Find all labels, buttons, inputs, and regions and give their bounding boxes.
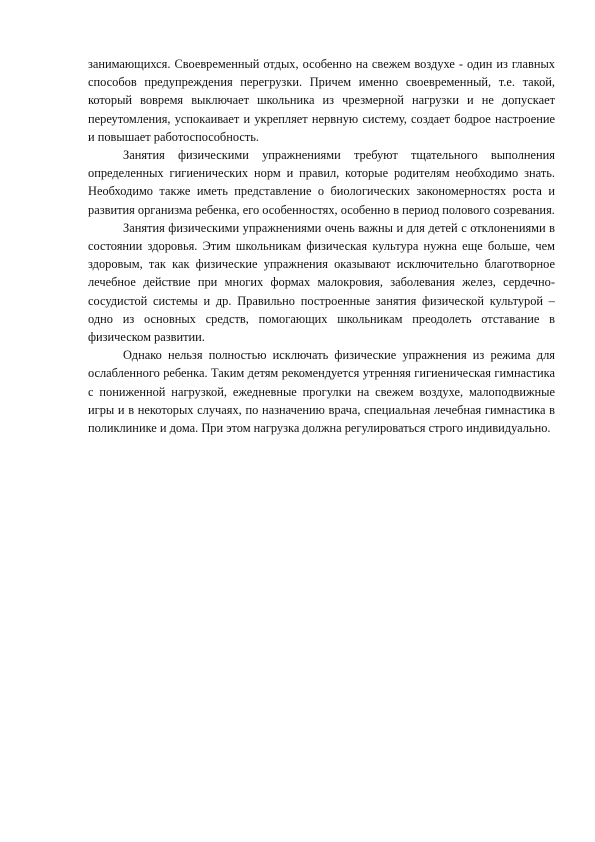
body-text	[88, 55, 555, 437]
paragraph-weakened-child: Однако нельзя полностью исключать физические упражнения из режима для ослабленного ребенка. Таким детям рекомендуется утренняя гигиеническая гимнастика с пониженной нагрузкой, ежедневные прогулки на свежем воздухе, малоподвижные игры и в некоторых случаях, по назначению врача, специальная лечебная гимнастика в поликлинике и дома. При этом нагрузка должна регулироваться строго индивидуально.	[88, 348, 555, 436]
paragraph-health-deviations: Занятия физическими упражнениями очень важны и для детей с отклонениями в состоянии здоровья. Этим школьникам физическая культура нужна еще больше, чем здоровым, так как физические упражнения оказывают исключительно благотворное лечебное действие при многих формах малокровия, заболевания желез, сердечно-сосудистой системы и др. Правильно построенные занятия физической культурой – одно из основных средств, помогающих школьникам преодолеть отставание в физическом развитии.	[88, 220, 555, 345]
paragraph-continuation: занимающихся. Своевременный отдых, особенно на свежем воздухе - один из главных способов предупреждения перегрузки. Причем именно своевременный, т.е. такой, который вовремя выключает школьника из чрезмерной нагрузки и не допускает переутомления, успокаивает и укрепляет нервную систему, создает бодрое настроение и повышает работоспособность.	[88, 57, 555, 144]
paragraph-hygiene-norms: Занятия физическими упражнениями требуют тщательного выполнения определенных гигиенических норм и правил, которые родителям необходимо знать. Необходимо также иметь представление о биологических закономерностях роста и развития организма ребенка, его особенностях, особенно в период полового созревания.	[88, 148, 555, 217]
